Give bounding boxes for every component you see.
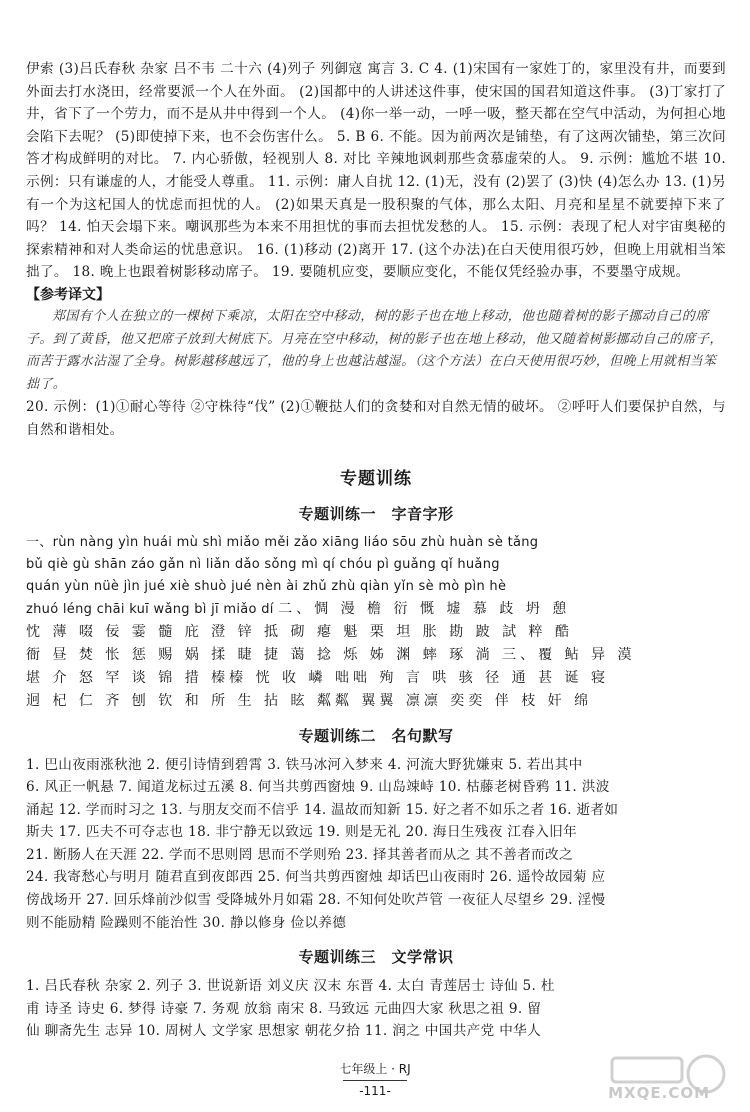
translation-heading: 【参考译文】 [26,286,110,303]
t3-line: 1. 吕氏春秋 杂家 2. 列子 3. 世说新语 刘义庆 汉末 东晋 4. 太白 青莲居士 诗仙 5. 杜 [26,978,555,995]
t1-part2-start: 二、惆 漫 檐 衍 慨 墟 慕 歧 坍 憩 [278,600,571,617]
t2-title: 专题训练二 名句默写 [298,726,454,745]
t2-line: 21. 断肠人在天涯 22. 学而不思则罔 思而不学则殆 23. 择其善者而从之 其不善者而改之 [26,846,573,863]
page-content [26,58,726,1043]
watermark-text: MXQE.COM [608,1084,710,1102]
answer-20: 20. 示例：(1)①耐心等待 ②守株待“伐” (2)①鞭挞人们的贪婪和对自然无情的破坏。 ②呼吁人们要保护自然，与自然和谐相处。 [26,399,726,438]
answers-block: 伊索 (3)吕氏春秋 杂家 吕不韦 二十六 (4)列子 列御寇 寓言 3. C 4. (1)宋国有一家姓丁的，家里没有井，而要到外面去打水浇田，经常要派一个人在外面。 (2)国都中的人讲述这件事，使宋国的国君知道这件事。 (3)丁家打了井，省下了一个劳力，而不是从井中得到一个人。 (4)你一举一动，一呼一吸，整天都在空气中活动，为何担心地会陷下去呢？ (5)即使掉下来，也不会伤害什么。 5. B 6. 不能。因为前两次是铺垫，有了这两次铺垫，第三次问答才构成鲜明的对比。 7. 内心骄傲，轻视别人 8. 对比 辛辣地讽刺那些贪慕虚荣的人。 9. 示例：尴尬不堪 10. 示例：只有谦虚的人，才能受人尊重。 11. 示例：庸人自扰 12. (1)无，没有 (2)罢了 (3)快 (4)怎么办 13. (1)另有一个为这杞国人的忧虑而担忧的人。 (2)如果天真是一股积聚的气体，那么太阳、月亮和星星不就要掉下来了吗？ 14. 怕天会塌下来。嘲讽那些为本来不用担忧的事而去担忧发愁的人。 15. 示例：表现了杞人对宇宙奥秘的探索精神和对人类命运的忧患意识。 16. (1)移动 (2)离开 17. (这个办法)在白天使用很巧妙，但晚上用就相当笨拙了。 18. 晚上也跟着树影移动席子。 19. 要随机应变，要顺应变化，不能仅凭经验办事，不要墨守成规。 [26,61,726,281]
translation-text: 郑国有个人在独立的一棵树下乘凉，太阳在空中移动，树的影子也在地上移动，他也随着树的影子挪动自己的席子。到了黄昏，他又把席子放到大树底下。月亮在空中移动，树的影子也在地上移动，他又随着树影挪动自己的席子，而苦于露水沾湿了全身。树影越移越远了，他的身上也越沾越湿。（这个方法）在白天使用很巧妙，但晚上用就相当笨拙了。 [26,308,723,392]
t1-chars-line: 堪 介 怒 罕 谈 锦 措 榛榛 恍 收 嶙 咄咄 殉 言 哄 骇 径 通 甚 诞 寝 [26,669,610,686]
t1-pinyin-line: quán yùn nüè jìn jué xiè shuò jué nèn ài zhǔ zhù qiàn yǐn sè mò pìn hè [26,578,507,594]
page-number: -111- [359,1084,391,1098]
t1-title: 专题训练一 字音字形 [298,504,454,523]
watermark-logo [602,1050,732,1108]
t1-pinyin-line: 一、rùn nàng yìn huái mù shì miǎo měi zǎo xiāng liáo sōu zhù huàn sè tǎng [26,534,539,550]
footer-divider [343,1080,407,1081]
t2-line: 1. 巴山夜雨涨秋池 2. 便引诗情到碧霄 3. 铁马冰河入梦来 4. 河流大野犹嫌束 5. 若出其中 [26,756,583,773]
t1-pinyin-line-last [26,598,726,621]
t2-line: 涌起 12. 学而时习之 13. 与朋友交而不信乎 14. 温故而知新 15. 好之者不如乐之者 16. 逝者如 [26,801,619,818]
t3-title: 专题训练三 文学常识 [298,948,454,967]
t2-line: 6. 风正一帆悬 7. 闻道龙标过五溪 8. 何当共剪西窗烛 9. 山岛竦峙 10. 枯藤老树昏鸦 11. 洪波 [26,779,610,796]
t1-pinyin-line: bǔ qiè gù shān záo gǎn nì liǎn dǎo sǒng mì qí chóu pì guǎng qǐ huǎng [26,556,500,572]
t1-chars-line: 忱 薄 啜 佞 霎 髓 庇 澄 锌 抵 砌 瘪 魁 栗 坦 胀 勘 跛 試 粹 酷 [26,623,574,640]
t3-line: 甫 诗圣 诗史 6. 梦得 诗豪 7. 务观 放翁 南宋 8. 马致远 元曲四大家 秋思之祖 9. 留 [26,1000,542,1017]
t1-chars-line: 迥 杞 仁 齐 刨 钦 和 所 生 拈 眩 粼粼 翼翼 凛凛 奕奕 伴 枝 奸 绵 [26,692,593,709]
t1-chars-line: 衙 昼 焚 怅 惩 赐 娲 揉 睫 捷 蔼 捻 烁 姊 渊 蟀 琢 淌 三、覆 鲇 异 漠 [26,646,636,663]
section-title: 专题训练 [340,468,412,489]
t2-line: 24. 我寄愁心与明月 随君直到夜郎西 25. 何当共剪西窗烛 却话巴山夜雨时 26. 遥怜故园菊 应 [26,869,606,886]
t2-line: 则不能励精 险躁则不能治性 30. 静以修身 俭以养德 [26,914,347,931]
t2-line: 斯夫 17. 匹夫不可夺志也 18. 非宁静无以致远 19. 则是无礼 20. 海日生残夜 江春入旧年 [26,824,578,841]
t1-pinyin-text: zhuó léng chāi kuī wǎng bì jī miǎo dí [26,601,274,617]
t2-line: 傍战场开 27. 回乐烽前沙似雪 受降城外月如霜 28. 不知何处吹芦管 一夜征人尽望乡 29. 淫慢 [26,892,606,909]
grade-label: 七年级上 · RJ [339,1062,411,1076]
t3-line: 仙 聊斋先生 志异 10. 周树人 文学家 思想家 朝花夕拾 11. 润之 中国共产党 中华人 [26,1023,542,1040]
